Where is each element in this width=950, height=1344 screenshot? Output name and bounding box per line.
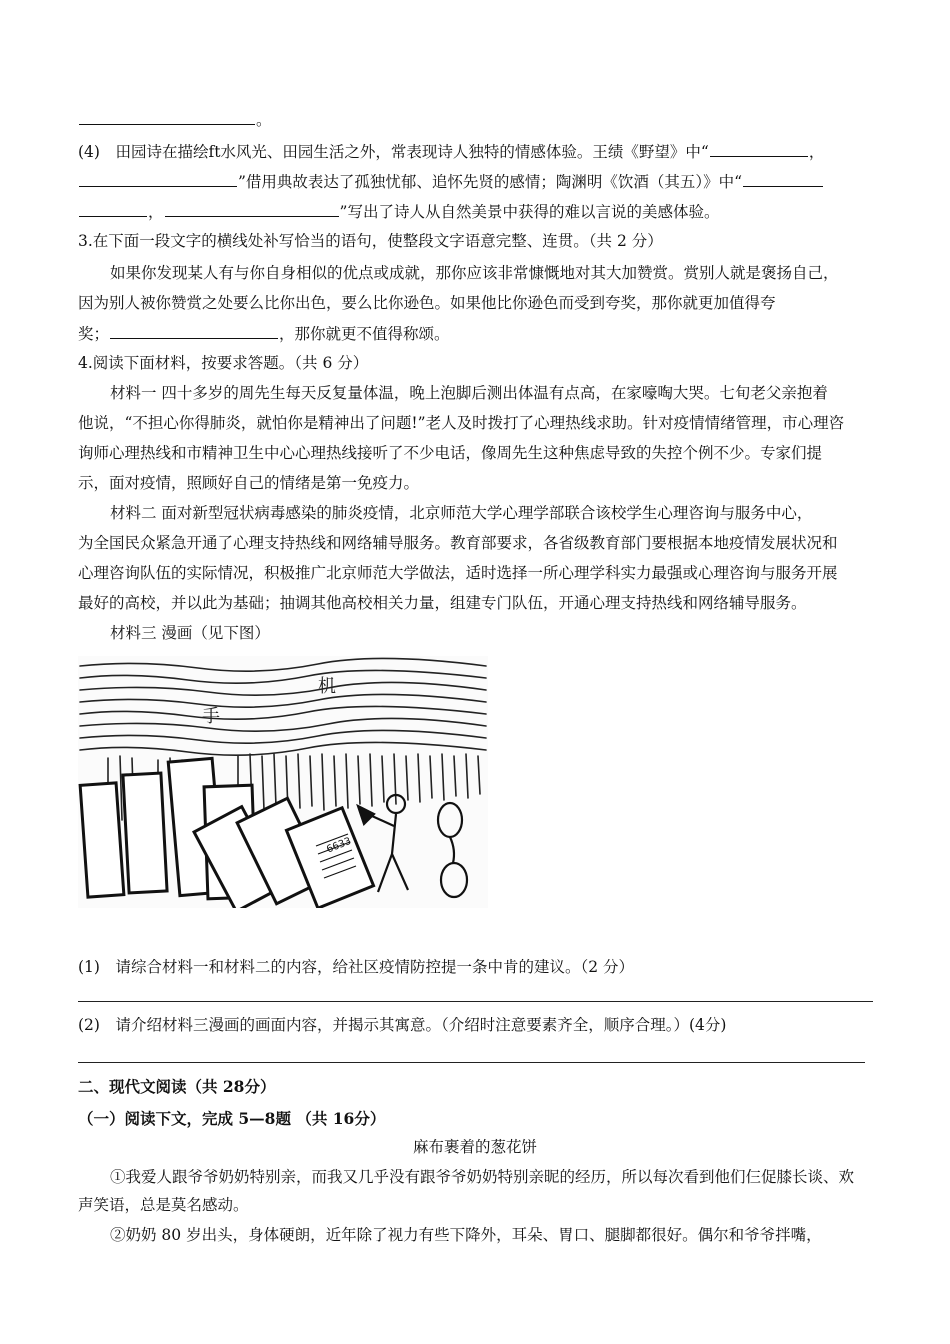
answer-blank[interactable] bbox=[710, 140, 808, 157]
material-2-line-2: 为全国民众紧急开通了心理支持热线和网络辅导服务。教育部要求，各省级教育部门要根据本地疫情发展状况和 bbox=[78, 534, 838, 552]
answer-blank[interactable] bbox=[79, 108, 255, 125]
section-2-subtitle: （一）阅读下文，完成 5—8题 （共 16分） bbox=[78, 1109, 386, 1128]
q2-4-text: ”写出了诗人从自然美景中获得的难以言说的美感体验。 bbox=[339, 203, 720, 221]
section-2-title: 二、现代文阅读（共 28分） bbox=[78, 1077, 276, 1096]
q2-4-text: ”借用典故表达了孤独忧郁、追怀先贤的感情；陶渊明《饮酒（其五）》中“ bbox=[238, 173, 743, 191]
q3-paragraph-2: 因为别人被你赞赏之处要么比你出色，要么比你逊色。如果他比你逊色而受到夸奖，那你就更加值得夸 bbox=[78, 294, 776, 312]
material-2-line-3: 心理咨询队伍的实际情况，积极推广北京师范大学做法，适时选择一所心理学科实力最强或心理咨询与服务开展 bbox=[78, 564, 838, 582]
q2-4-text: ， bbox=[148, 203, 164, 221]
q2-4-text: (4) 田园诗在描绘ft水风光、田园生活之外，常表现诗人独特的情感体验。王绩《野望》中“ bbox=[78, 143, 709, 161]
q4-sub-1: (1) 请综合材料一和材料二的内容，给社区疫情防控提一条中肯的建议。（2 分） bbox=[78, 958, 634, 976]
q3-text: ，那你就更不值得称颂。 bbox=[279, 325, 450, 343]
q4-stem: 4.阅读下面材料，按要求答题。（共 6 分） bbox=[78, 354, 369, 372]
q3-text: 奖； bbox=[78, 325, 110, 343]
cartoon-drawing bbox=[78, 656, 488, 908]
q2-4-line-3 bbox=[78, 200, 884, 223]
answer-blank[interactable] bbox=[110, 322, 278, 339]
cartoon-label-phone-2: 机 bbox=[318, 676, 336, 697]
answer-line-1[interactable] bbox=[78, 1001, 873, 1002]
material-3-caption: 材料三 漫画（见下图） bbox=[110, 624, 270, 642]
material-2-line-1: 材料二 面对新型冠状病毒感染的肺炎疫情，北京师范大学心理学部联合该校学生心理咨询与服务中心， bbox=[110, 504, 813, 522]
answer-blank[interactable] bbox=[79, 200, 147, 217]
q3-paragraph-3 bbox=[78, 322, 884, 345]
material-1-line-1: 材料一 四十多岁的周先生每天反复量体温，晚上泡脚后测出体温有点高，在家嚎啕大哭。七旬老父亲抱着 bbox=[110, 384, 828, 402]
q2-tail-text: 。 bbox=[256, 111, 272, 129]
material-2-line-4: 最好的高校，并以此为基础；抽调其他高校相关力量，组建专门队伍，开通心理支持热线和网络辅导服务。 bbox=[78, 594, 807, 612]
q2-4-text: ， bbox=[808, 143, 825, 161]
answer-blank[interactable] bbox=[79, 170, 237, 187]
material-1-line-3: 询师心理热线和市精神卫生中心心理热线接听了不少电话，像周先生这种焦虑导致的失控个例不少。专家们提 bbox=[78, 444, 823, 462]
q3-paragraph-1: 如果你发现某人有与你自身相似的优点或成就，那你应该非常慷慨地对其大加赞赏。赏别人就是褒扬自己， bbox=[110, 264, 839, 282]
q2-4-line-1 bbox=[78, 140, 884, 163]
cartoon-image bbox=[78, 656, 488, 908]
answer-line-2[interactable] bbox=[78, 1062, 865, 1063]
cartoon-label-phone-1: 手 bbox=[202, 706, 220, 727]
material-1-line-4: 示，面对疫情，照顾好自己的情绪是第一免疫力。 bbox=[78, 474, 420, 492]
answer-blank[interactable] bbox=[743, 170, 823, 187]
q2-4-line-2 bbox=[78, 170, 884, 193]
article-p1-line-2: 声笑语，总是莫名感动。 bbox=[78, 1196, 249, 1214]
article-p2-line-1: ②奶奶 80 岁出头，身体硬朗，近年除了视力有些下降外，耳朵、胃口、腿脚都很好。偶尔和爷爷拌嘴， bbox=[110, 1226, 822, 1244]
answer-blank[interactable] bbox=[165, 200, 339, 217]
cartoon-label-screen: 6633 bbox=[325, 835, 353, 856]
q4-sub-2: (2) 请介绍材料三漫画的画面内容，并揭示其寓意。（介绍时注意要素齐全，顺序合理。）(4分) bbox=[78, 1016, 727, 1034]
q2-tail-line bbox=[78, 108, 884, 131]
material-1-line-2: 他说，“不担心你得肺炎，就怕你是精神出了问题!”老人及时拨打了心理热线求助。针对疫情情绪管理，市心理咨 bbox=[78, 414, 845, 432]
article-p1-line-1: ①我爱人跟爷爷奶奶特别亲，而我又几乎没有跟爷爷奶奶特别亲昵的经历，所以每次看到他们仨促膝长谈、欢 bbox=[110, 1168, 855, 1186]
q3-stem: 3.在下面一段文字的横线处补写恰当的语句，使整段文字语意完整、连贯。（共 2 分） bbox=[78, 232, 663, 250]
article-title: 麻布裹着的葱花饼 bbox=[412, 1138, 537, 1156]
